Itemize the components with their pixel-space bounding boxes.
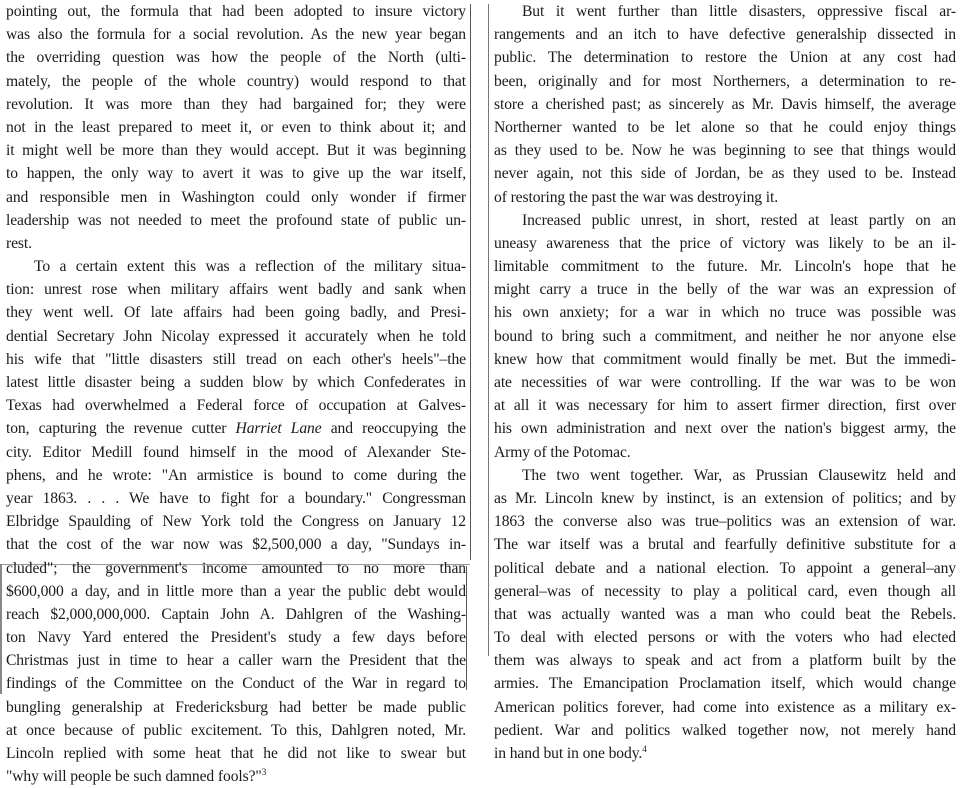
text-line: that was actually wanted was a man who could beat the Rebels. <box>494 605 956 623</box>
text-line: The two went together. War, as Prussian Clausewitz held and <box>522 466 956 484</box>
text-line: was also the formula for a social revolution. As the new year began <box>6 26 466 44</box>
text-line: American politics forever, had come into existence as a military ex- <box>494 698 956 716</box>
text-line: at all it was necessary for him to assert firmer direction, first over <box>494 397 956 415</box>
text-line: political debate and a national election. To appoint a general–any <box>494 559 956 577</box>
text-line: the overriding question was how the people of the North (ulti- <box>6 49 466 67</box>
text-line: Lincoln replied with some heat that he did not like to swear but <box>6 745 466 762</box>
right-paragraph-war-and-politics <box>494 464 956 742</box>
text-line: his own administration and next over the nation's biggest army, the <box>494 420 956 438</box>
left-paragraph-military-situation <box>6 255 466 417</box>
text-line: general–was of necessity to play a political card, even though all <box>494 582 956 600</box>
text-line: Elbridge Spaulding of New York told the Congress on January 12 <box>6 513 466 531</box>
text-line: latest little disaster being a sudden blow by which Confederates in <box>6 374 466 391</box>
scan-left-edge <box>0 564 2 694</box>
column-divider-lower <box>466 566 467 690</box>
text-line: cluded"; the government's income amounted to no more than <box>6 559 466 577</box>
text-line: that the cost of the war now was $2,500,000 a day, "Sundays in- <box>6 536 466 554</box>
right-column-edge <box>488 4 489 656</box>
left-column <box>6 0 466 788</box>
text-line: of restoring the past the war was destroying it. <box>494 188 779 206</box>
text-line: pedient. War and politics walked together now, not merely hand <box>494 721 956 739</box>
text-line: leadership was not needed to meet the profound state of public un- <box>6 211 466 229</box>
text-line: pointing out, the formula that had been adopted to insure victory <box>6 3 466 20</box>
footnote-marker-4: 4 <box>642 744 647 754</box>
text-line: been, originally and for most Northerners, a determination to re- <box>494 72 956 90</box>
text-line: To a certain extent this was a reflection of the military situa- <box>34 258 466 276</box>
text-line: bound to bring such a commitment, and neither he nor anyone else <box>494 327 956 345</box>
text-line: The war itself was a brutal and fearfully definitive substitute for a <box>494 536 956 554</box>
text-line: his wife that "little disasters still tread on each other's heels"–the <box>6 350 466 368</box>
text-line: at once because of public excitement. To this, Dahlgren noted, Mr. <box>6 721 466 739</box>
text-line: uneasy awareness that the price of victory was likely to be an il- <box>494 234 956 252</box>
text-line: rest. <box>6 234 32 252</box>
text-line: mately, the people of the whole country) would respond to that <box>6 72 466 90</box>
text-line: as Mr. Lincoln knew by instinct, is an extension of politics; and by <box>494 489 956 507</box>
column-divider-upper <box>470 4 471 560</box>
text-line: dential Secretary John Nicolay expressed it accurately when he told <box>6 327 466 345</box>
text-line-one-body: in hand but in one body.$^4$ <box>494 744 647 762</box>
text-line: To deal with elected persons or with the voters who had elected <box>494 629 956 647</box>
text-line: his own anxiety; for a war in which no truce was possible was <box>494 304 956 322</box>
right-paragraph-little-disasters <box>494 0 956 209</box>
text-line: phens, and he wrote: "An armistice is bound to come during the <box>6 466 466 484</box>
text-line-harriet-lane: ton, capturing the revenue cutter Harriet Lane and reoccupying the <box>6 420 467 438</box>
text-line: rangements and an itch to have defective generalship dissected in <box>494 26 956 44</box>
text-line: not in the least prepared to meet it, or even to think about it; and <box>6 118 466 136</box>
right-column <box>494 0 956 765</box>
text-line: city. Editor Medill found himself in the mood of Alexander Ste- <box>6 443 466 461</box>
text-line: them was always to speak and act from a platform built by the <box>494 652 956 670</box>
right-paragraph-public-unrest <box>494 209 956 464</box>
text-line: $600,000 a day, and in little more than a year the public debt would <box>6 582 466 600</box>
text-line: ton Navy Yard entered the President's study a few days before <box>6 629 466 647</box>
text-line: never again, not this side of Jordan, be as they used to be. Instead <box>494 165 956 183</box>
text-line: reach $2,000,000,000. Captain John A. Dahlgren of the Washing- <box>6 605 466 623</box>
text-line-final-quote: "why will people be such damned fools?"$^3$ <box>6 767 267 786</box>
text-line: Army of the Potomac. <box>494 443 631 461</box>
ship-name-harriet-lane: Harriet Lane <box>235 420 322 438</box>
text-line: Northerner wanted to be let alone so that he could enjoy things <box>494 118 956 136</box>
text-line: they went well. Of late affairs had been going badly, and Presi- <box>6 304 466 322</box>
text-line: it might well be more than they would accept. But it was beginning <box>6 142 466 160</box>
footnote-marker-3: 3 <box>261 767 267 778</box>
text-line: Increased public unrest, in short, rested at least partly on an <box>522 211 956 229</box>
text-line: Texas had overwhelmed a Federal force of occupation at Galves- <box>6 397 466 415</box>
text-line: bungling generalship at Fredericksburg had better be made public <box>6 698 466 716</box>
text-line: might carry a truce in the belly of the war was an expression of <box>494 281 956 299</box>
text-line: Christmas just in time to hear a caller warn the President that the <box>6 652 466 670</box>
text-line: But it went further than little disasters, oppressive fiscal ar- <box>522 3 956 20</box>
text-line: ate necessities of war were controlling. If the war was to be won <box>494 374 956 391</box>
text-line: tion: unrest rose when military affairs went badly and sank when <box>6 281 466 299</box>
left-paragraph-continued <box>6 441 466 766</box>
left-paragraph-continuation <box>6 0 466 255</box>
text-line: knew how that commitment would finally be met. But the immedi- <box>494 350 956 368</box>
text-line: and responsible men in Washington could only wonder if firmer <box>6 188 466 206</box>
text-line: findings of the Committee on the Conduct of the War in regard to <box>6 675 466 693</box>
text-line: armies. The Emancipation Proclamation itself, which would change <box>494 675 956 693</box>
text-line: revolution. It was more than they had bargained for; they were <box>6 95 466 113</box>
text-line: year 1863. . . . We have to fight for a boundary." Congressman <box>6 489 466 507</box>
text-line: as they used to be. Now he was beginning to see that things would <box>494 142 956 160</box>
text-line: 1863 the converse also was true–politics was an extension of war. <box>494 513 956 531</box>
text-line: public. The determination to restore the Union at any cost had <box>494 49 956 67</box>
text-line: limitable commitment to the future. Mr. Lincoln's hope that he <box>494 258 956 276</box>
text-line: store a cherished past; as sincerely as Mr. Davis himself, the average <box>494 95 956 113</box>
text-line: to happen, the only way to avert it was to give up the war itself, <box>6 165 466 183</box>
